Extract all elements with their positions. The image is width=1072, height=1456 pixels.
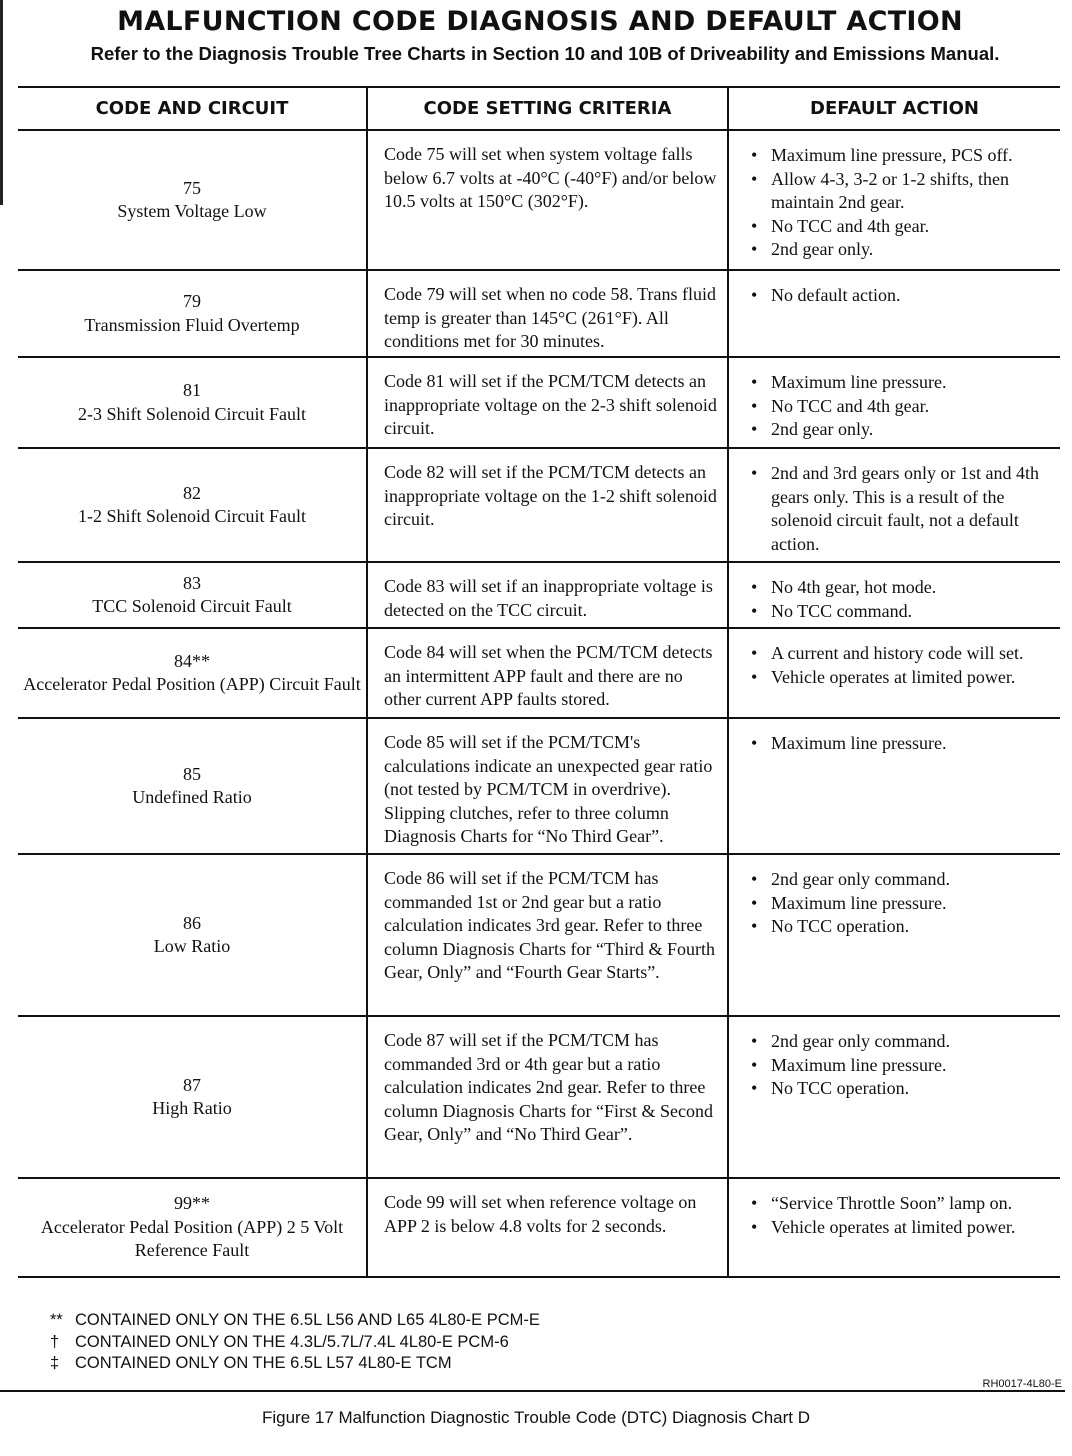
scan-edge-mark [0,0,3,205]
code-setting-criteria-cell: Code 87 will set if the PCM/TCM has commanded 3rd or 4th gear but a ratio calculation indicates 2nd gear. Refer to three column Diagnosis Charts for “First & Second Gear, Only” and “No Third Gear”. [367,1016,728,1178]
code-and-circuit-cell [18,718,367,854]
code-and-circuit-cell [18,270,367,357]
table-row [18,448,1060,562]
table-header-row [18,87,1060,130]
table-row [18,854,1060,1016]
code-setting-criteria-cell: Code 85 will set if the PCM/TCM's calculations indicate an unexpected gear ratio (not tested by PCM/TCM in overdrive). Slipping clutches, refer to three column Diagnosis Charts for “No Third Gear”. [367,718,728,854]
dtc-code: 87 [183,1074,201,1095]
dtc-code: 84** [174,650,210,671]
code-and-circuit-cell [18,448,367,562]
default-action-list [747,868,1056,939]
default-action-cell [728,562,1060,628]
footnotes [50,1310,540,1375]
circuit-name: 2-3 Shift Solenoid Circuit Fault [78,403,306,424]
default-action-list [747,1030,1056,1101]
default-action-cell [728,448,1060,562]
default-action-item: • Maximum line pressure. [747,371,1056,395]
default-action-item: • Maximum line pressure. [747,732,1056,756]
default-action-list [747,462,1056,556]
circuit-name: System Voltage Low [117,201,267,221]
dtc-table [18,86,1060,1278]
code-and-circuit-cell [18,562,367,628]
footnote-symbol: ‡ [50,1354,60,1372]
table-row [18,270,1060,357]
page-title: MALFUNCTION CODE DIAGNOSIS AND DEFAULT ACTION [117,6,963,37]
circuit-name: Accelerator Pedal Position (APP) 2 5 Volt Reference Fault [40,1216,344,1261]
default-action-item: • No 4th gear, hot mode. [747,576,1056,600]
reference-code: RH0017-4L80-E [982,1378,1062,1390]
dtc-code: 79 [183,291,201,311]
default-action-cell [728,718,1060,854]
default-action-cell [728,854,1060,1016]
circuit-name: Low Ratio [153,936,231,956]
default-action-item: • No TCC operation. [747,1077,1056,1101]
footnote-symbol: † [50,1332,60,1351]
default-action-cell [728,628,1060,718]
dtc-code: 81 [183,380,201,400]
default-action-item: • Allow 4-3, 3-2 or 1-2 shifts, then maintain 2nd gear. [747,168,1056,215]
default-action-list [747,732,1056,756]
code-and-circuit-cell [18,1178,367,1277]
circuit-name: Undefined Ratio [132,787,252,807]
default-action-list [747,642,1056,689]
circuit-name: Transmission Fluid Overtemp [84,314,300,335]
default-action-item: • Vehicle operates at limited power. [747,1216,1056,1240]
default-action-item: • Maximum line pressure. [747,892,1056,916]
default-action-list [747,1192,1056,1239]
default-action-cell [728,1016,1060,1178]
code-and-circuit-cell [18,357,367,448]
default-action-item: • 2nd and 3rd gears only or 1st and 4th gears only. This is a result of the solenoid circuit fault, not a default action. [747,462,1056,556]
header-code-setting-criteria: CODE SETTING CRITERIA [367,87,728,130]
default-action-item: • A current and history code will set. [747,642,1056,666]
default-action-item: • Maximum line pressure, PCS off. [747,144,1056,168]
circuit-name: High Ratio [152,1098,232,1118]
dtc-code: 85 [183,763,201,784]
table-body [18,130,1060,1277]
footnote-text: CONTAINED ONLY ON THE 6.5L L56 AND L65 4L80-E PCM-E [75,1311,540,1329]
divider [0,1390,1065,1392]
code-setting-criteria-cell: Code 86 will set if the PCM/TCM has commanded 1st or 2nd gear but a ratio calculation indicates 3rd gear. Refer to three column Diagnosis Charts for “Third & Fourth Gear, Only” and “Fourth Gear Starts”. [367,854,728,1016]
default-action-list [747,576,1056,623]
page-subtitle: Refer to the Diagnosis Trouble Tree Charts in Section 10 and 10B of Driveability and Emissions Manual. [90,43,1000,64]
default-action-item: • Maximum line pressure. [747,1054,1056,1078]
code-and-circuit-cell [18,1016,367,1178]
footnote [50,1332,540,1354]
footnote-text: CONTAINED ONLY ON THE 4.3L/5.7L/7.4L 4L80-E PCM-6 [75,1332,509,1351]
table-row [18,130,1060,270]
default-action-item: • No default action. [747,284,1056,308]
table-row [18,562,1060,628]
code-setting-criteria-cell: Code 84 will set when the PCM/TCM detects an intermittent APP fault and there are no other current APP faults stored. [367,628,728,718]
footnote [50,1310,540,1332]
default-action-cell [728,130,1060,270]
default-action-cell [728,357,1060,448]
default-action-item: • “Service Throttle Soon” lamp on. [747,1192,1056,1216]
circuit-name: TCC Solenoid Circuit Fault [92,596,292,616]
code-and-circuit-cell [18,854,367,1016]
code-setting-criteria-cell: Code 81 will set if the PCM/TCM detects an inappropriate voltage on the 2-3 shift solenoid circuit. [367,357,728,448]
default-action-cell [728,1178,1060,1277]
dtc-code: 86 [183,912,201,933]
table-row [18,718,1060,854]
circuit-name: 1-2 Shift Solenoid Circuit Fault [78,506,306,526]
figure-caption: Figure 17 Malfunction Diagnostic Trouble Code (DTC) Diagnosis Chart D [261,1408,810,1427]
default-action-cell [728,270,1060,357]
default-action-item: • No TCC and 4th gear. [747,215,1056,239]
default-action-item: • 2nd gear only command. [747,1030,1056,1054]
code-setting-criteria-cell: Code 99 will set when reference voltage on APP 2 is below 4.8 volts for 2 seconds. [367,1178,728,1277]
dtc-code: 75 [183,177,201,198]
code-and-circuit-cell [18,628,367,718]
circuit-name: Accelerator Pedal Position (APP) Circuit Fault [23,674,361,694]
footnote [50,1353,540,1375]
header-default-action: DEFAULT ACTION [728,87,1060,130]
default-action-item: • 2nd gear only command. [747,868,1056,892]
header-code-and-circuit: CODE AND CIRCUIT [18,87,367,130]
default-action-list [747,371,1056,442]
table-row [18,357,1060,448]
default-action-list [747,284,1056,308]
table-row [18,1016,1060,1178]
code-setting-criteria-cell: Code 82 will set if the PCM/TCM detects an inappropriate voltage on the 1-2 shift solenoid circuit. [367,448,728,562]
code-setting-criteria-cell: Code 79 will set when no code 58. Trans fluid temp is greater than 145°C (261°F). All conditions met for 30 minutes. [367,270,728,357]
code-and-circuit-cell [18,130,367,270]
default-action-item: • No TCC and 4th gear. [747,395,1056,419]
dtc-code: 83 [183,572,201,593]
footnote-symbol: ** [50,1311,63,1329]
dtc-code: 99** [174,1193,210,1214]
table-row [18,628,1060,718]
default-action-item: • 2nd gear only. [747,238,1056,262]
dtc-code: 82 [183,482,201,503]
default-action-list [747,144,1056,262]
default-action-item: • 2nd gear only. [747,418,1056,442]
table-row [18,1178,1060,1277]
code-setting-criteria-cell: Code 83 will set if an inappropriate voltage is detected on the TCC circuit. [367,562,728,628]
code-setting-criteria-cell: Code 75 will set when system voltage falls below 6.7 volts at -40°C (-40°F) and/or below 10.5 volts at 150°C (302°F). [367,130,728,270]
footnote-text: CONTAINED ONLY ON THE 6.5L L57 4L80-E TCM [75,1354,452,1372]
default-action-item: • Vehicle operates at limited power. [747,666,1056,690]
default-action-item: • No TCC operation. [747,915,1056,939]
default-action-item: • No TCC command. [747,600,1056,624]
